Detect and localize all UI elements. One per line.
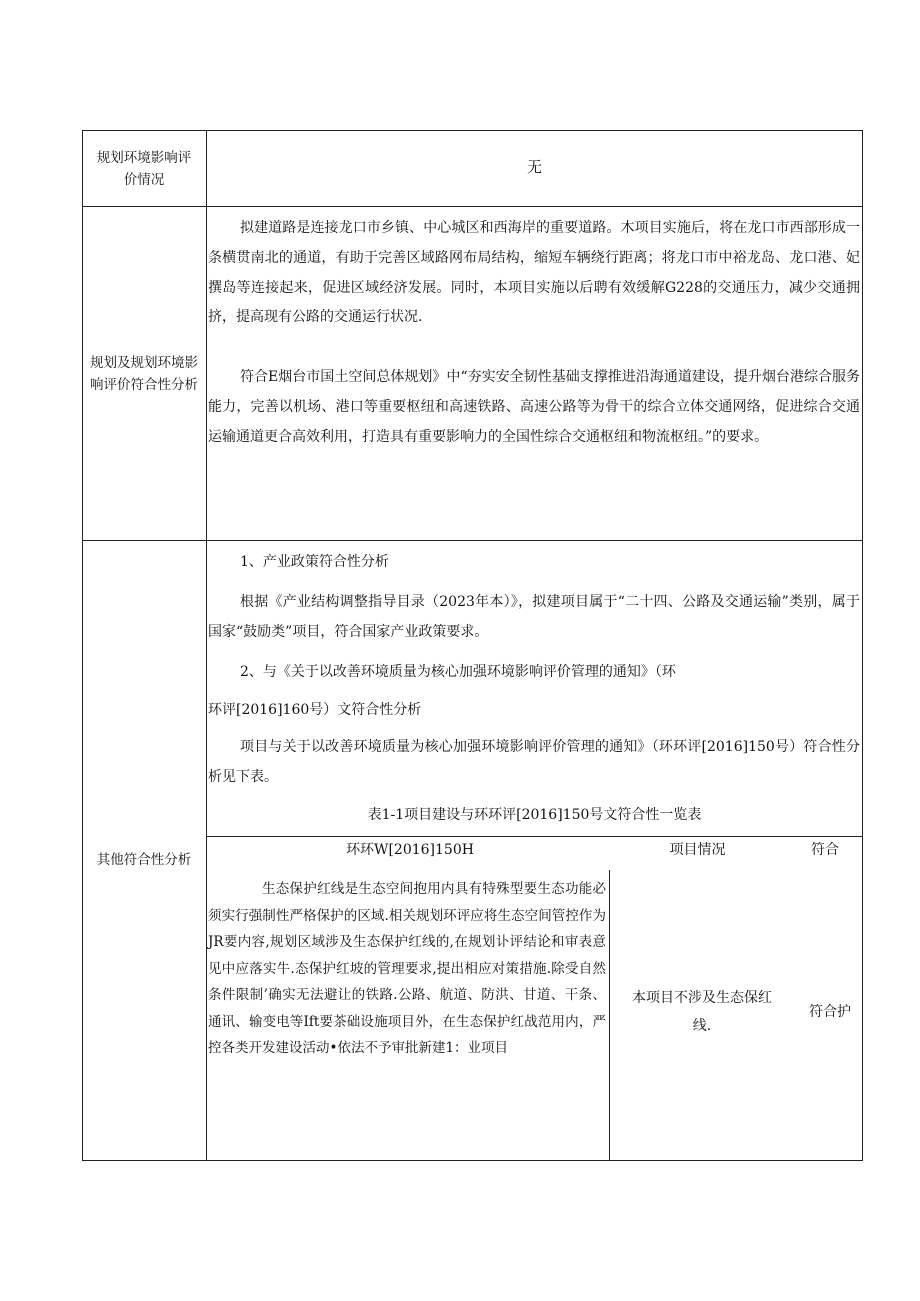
planning-eia-content: 无 xyxy=(526,158,542,176)
inner-situation-value: 本项目不涉及生态保红线. xyxy=(632,990,772,1034)
notice-compliance-title-line-1: 2、与《关于以改善环境质量为核心加强环境影响评价管理的通知》（环 xyxy=(240,664,676,680)
planning-compliance-paragraph-1: 拟建道路是连接龙口市乡镇、中心城区和西海岸的重要道路。木项目实施后，将在龙口市西部形成一条横贯南北的通道，有助于完善区域路网布局结构，缩短车辆绕行距离；将龙口市中裕龙岛、龙口港、妃撰岛等连接起来，促进区域经济发展。同时，本项目实施以后聘有效缓解G228的交通压力，减少交通拥挤，提高现有公路的交通运行状况. xyxy=(208,220,860,326)
inner-conformity-value: 符合护 xyxy=(809,1004,851,1020)
inner-header-conformity: 符合 xyxy=(811,842,839,858)
inner-header-project-situation: 项目情况 xyxy=(669,842,726,858)
row-label-other-compliance xyxy=(82,820,206,900)
row-label-planning-eia-text: 规划环境影响评价情况 xyxy=(96,149,192,188)
inner-table-column-divider xyxy=(609,870,610,1160)
industrial-policy-title: 1、产业政策符合性分析 xyxy=(240,554,389,570)
industrial-policy-body: 根据《产业结构调整指导目录（2023年本）》，拟建项目属于“二十四、公路及交通运输”类别，属于国家“鼓励类”项目，符合国家产业政策要求。 xyxy=(208,594,860,640)
row-label-planning-compliance xyxy=(82,207,206,540)
notice-compliance-body: 项目与关于以改善环境质量为核心加强环境影响评价管理的通知》（环环评[2016]150号）符合性分析见下表。 xyxy=(208,739,860,785)
row-label-planning-eia xyxy=(82,131,206,206)
row-label-other-compliance-text: 其他符合性分析 xyxy=(96,852,192,868)
table-bottom-border xyxy=(82,1160,863,1161)
row-divider-2 xyxy=(82,540,863,541)
inner-header-standard: 环环W[2016]150H xyxy=(346,842,474,858)
row-label-planning-compliance-text: 规划及规划环境影响评价符合性分析 xyxy=(90,354,198,393)
planning-compliance-paragraph-2: 符合E烟台市国土空间总体规划》中“夯实安全韧性基础支撑推进沿海通道建设，提升烟台港综合服务能力，完善以机场、港口等重要枢纽和高速铁路、高速公路等为骨干的综合立体交通网络，促进综合交通运输通道更合高效利用，打造具有重要影响力的全国性综合交通枢纽和物流枢纽。”的要求。 xyxy=(208,369,860,445)
inner-requirement-text: 生态保护红线是生态空间抱用内具有特殊型要生态功能必须实行强制性严格保护的区域.相关规划环评应将生态空间管控作为JR要内容,规划区域涉及生态保护红线的,在规划讣评结论和审表意见中应落实牛.态保护红坡的管理要求,提出相应对策措施.除受自然条件限制’确实无法避让的铁路.公路、航道、防洪、甘道、干条、通讯、输变电等Ift要茶础设施项目外，在生态保护红战范用内，严控各类开发建设活动•依法不予审批新建1：业项目 xyxy=(208,881,606,1056)
inner-situation-text xyxy=(612,984,792,1040)
notice-compliance-title-line-2: 环评[2016]160号）文符合性分析 xyxy=(208,702,422,718)
table-1-1-caption: 表1-1项目建设与环环评[2016]150号文符合性一览表 xyxy=(367,807,702,823)
table-right-border xyxy=(862,130,863,1161)
inner-table-top-border xyxy=(206,836,862,837)
